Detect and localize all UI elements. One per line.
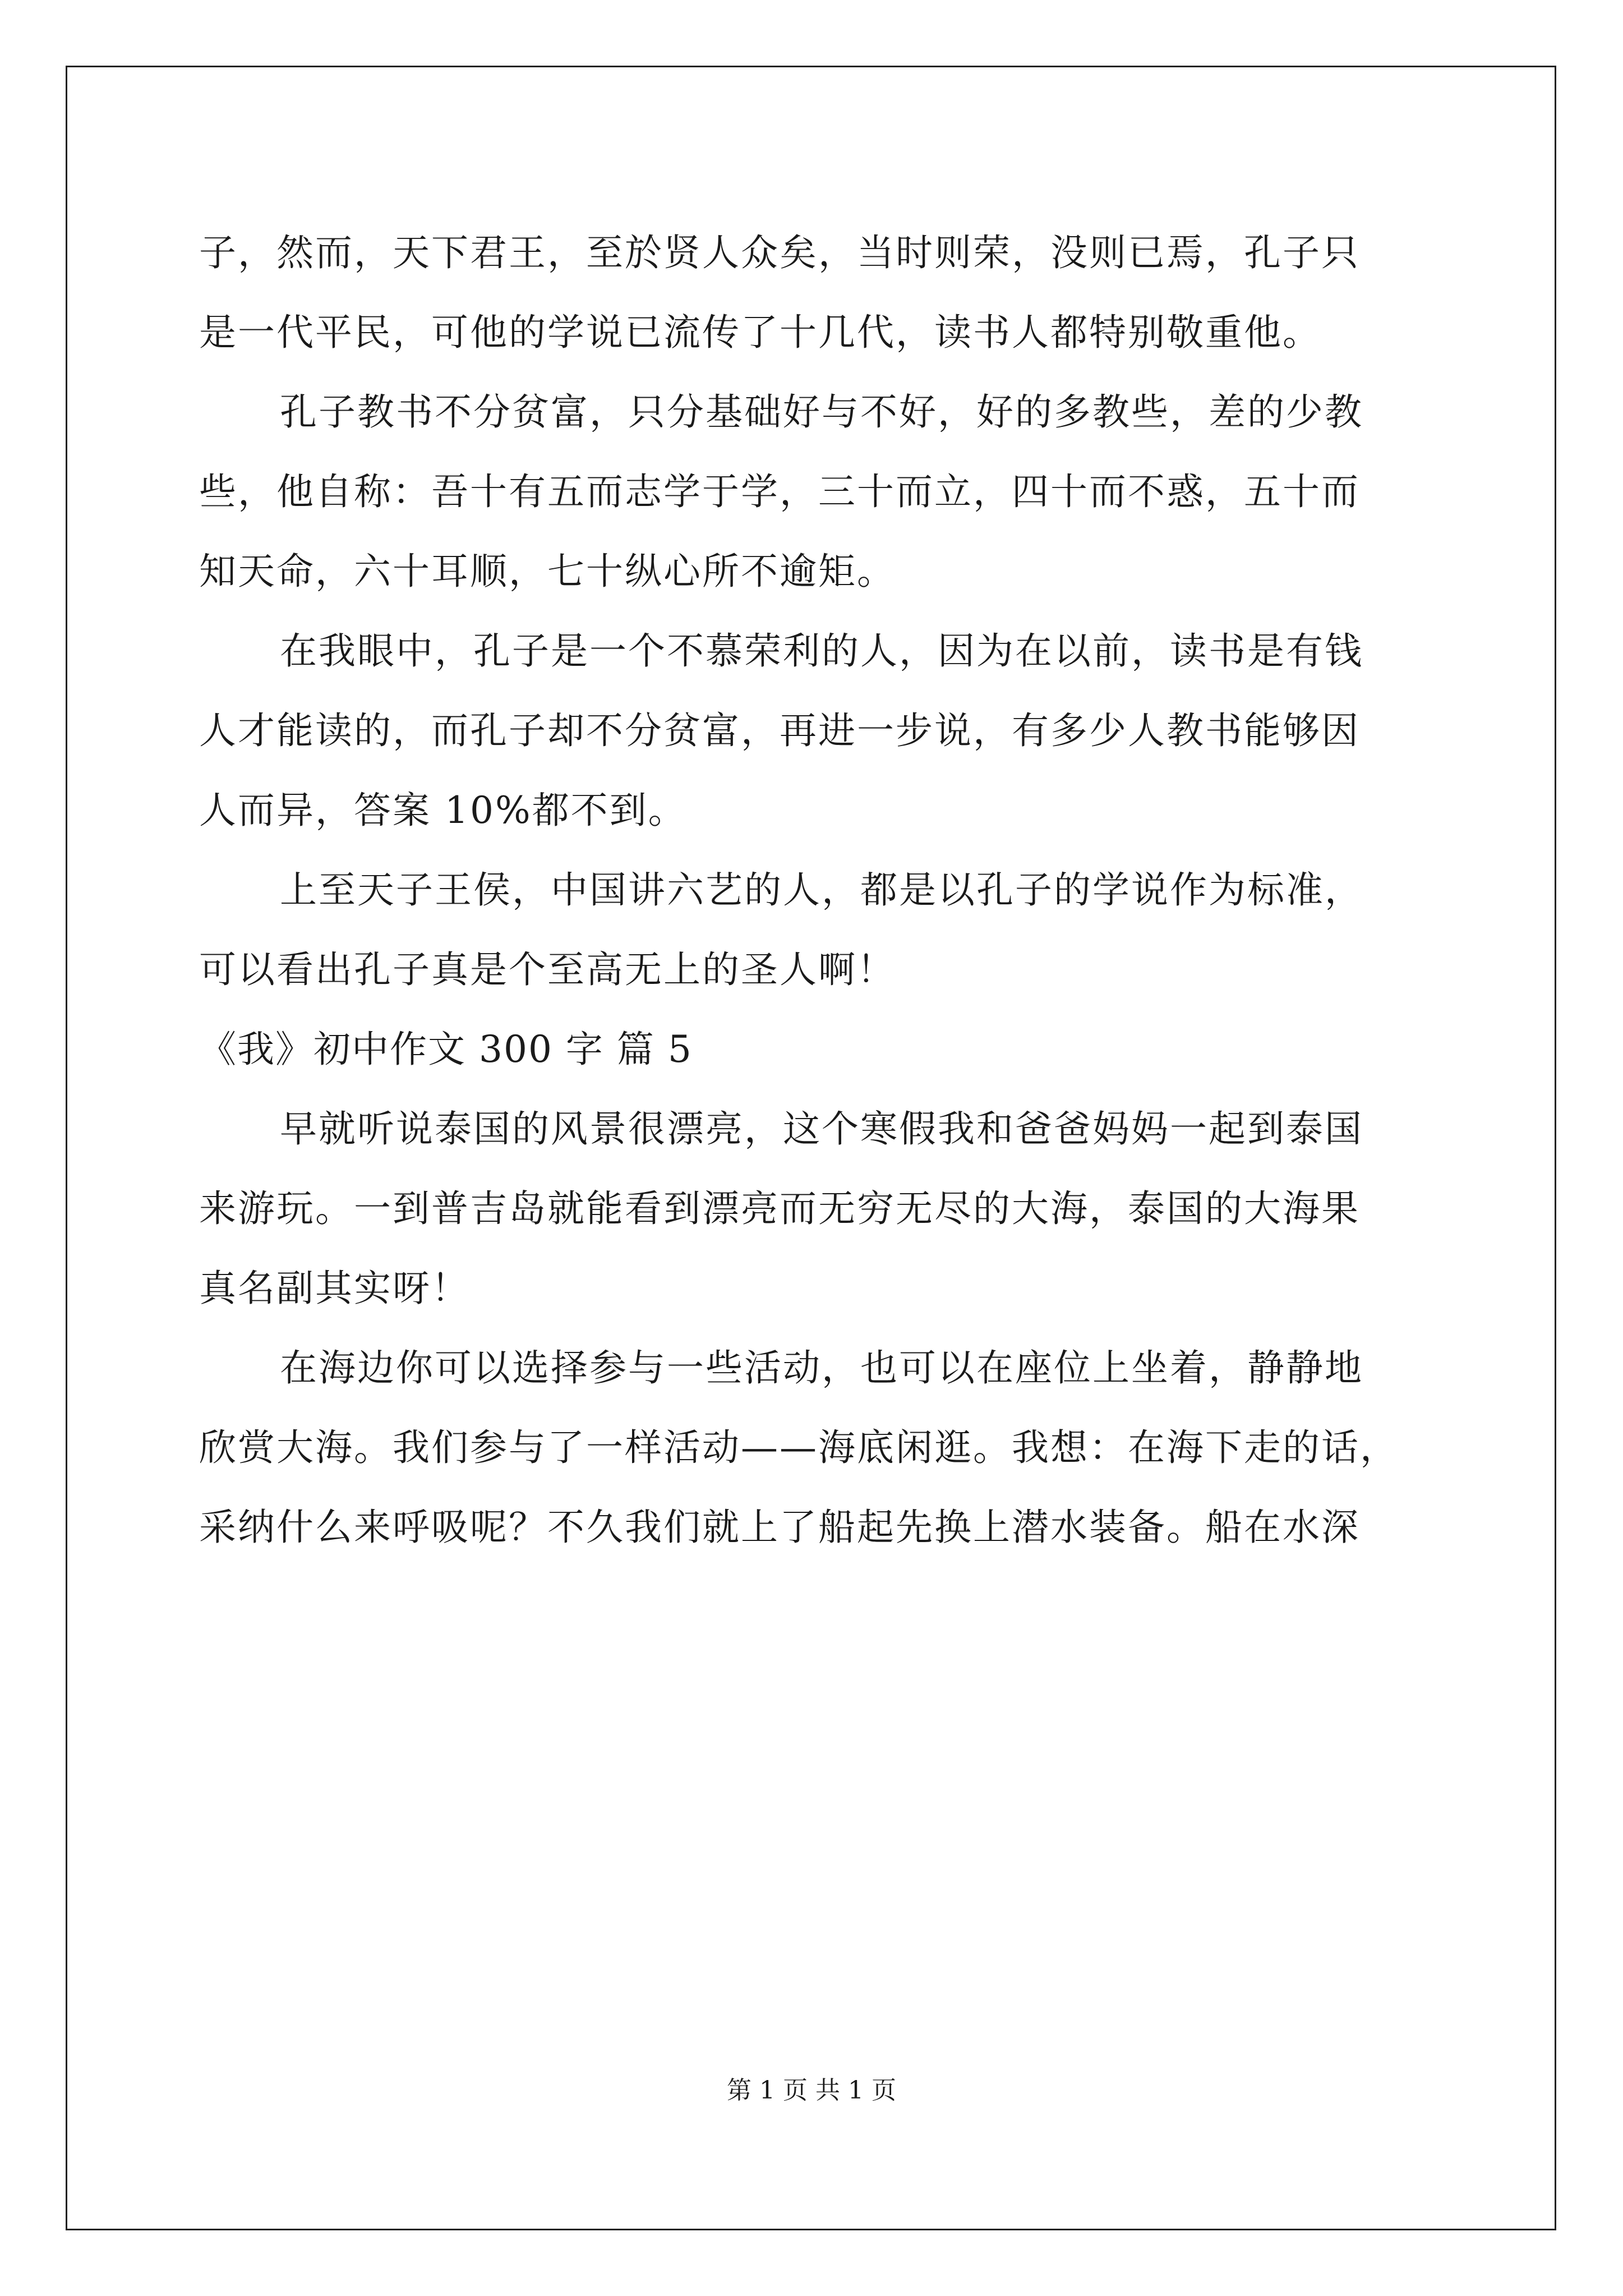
text-line: 欣赏大海。我们参与了一样活动——海底闲逛。我想：在海下走的话， bbox=[199, 1426, 1399, 1469]
text-line: 可以看出孔子真是个至高无上的圣人啊！ bbox=[199, 948, 896, 991]
text-line: 人才能读的，而孔子却不分贫富，再进一步说，有多少人教书能够因 bbox=[199, 709, 1360, 752]
section-heading: 《我》初中作文 300 字 篇 5 bbox=[199, 1028, 693, 1071]
text-line: 采纳什么来呼吸呢？不久我们就上了船起先换上潜水装备。船在水深 bbox=[199, 1506, 1360, 1549]
text-line: 真名副其实呀！ bbox=[199, 1267, 470, 1310]
text-line: 上至天子王侯，中国讲六艺的人，都是以孔子的学说作为标准， bbox=[280, 868, 1363, 912]
text-line: 孔子教书不分贫富，只分基础好与不好，好的多教些，差的少教 bbox=[280, 390, 1363, 434]
text-line: 在海边你可以选择参与一些活动，也可以在座位上坐着，静静地 bbox=[280, 1346, 1363, 1389]
text-line: 是一代平民，可他的学说已流传了十几代，读书人都特别敬重他。 bbox=[199, 311, 1321, 354]
page-number-footer: 第 1 页 共 1 页 bbox=[727, 2076, 896, 2105]
text-line: 在我眼中，孔子是一个不慕荣利的人，因为在以前，读书是有钱 bbox=[280, 629, 1363, 673]
text-line: 子，然而，天下君王，至於贤人众矣，当时则荣，没则已焉，孔子只 bbox=[199, 231, 1360, 274]
text-line: 些，他自称：吾十有五而志学于学，三十而立，四十而不惑，五十而 bbox=[199, 470, 1360, 513]
text-line: 来游玩。一到普吉岛就能看到漂亮而无穷无尽的大海，泰国的大海果 bbox=[199, 1187, 1360, 1230]
text-line: 人而异，答案 10%都不到。 bbox=[199, 789, 687, 832]
text-line: 知天命，六十耳顺，七十纵心所不逾矩。 bbox=[199, 550, 896, 593]
document-body bbox=[199, 213, 1433, 1567]
text-line: 早就听说泰国的风景很漂亮，这个寒假我和爸爸妈妈一起到泰国 bbox=[280, 1107, 1363, 1151]
